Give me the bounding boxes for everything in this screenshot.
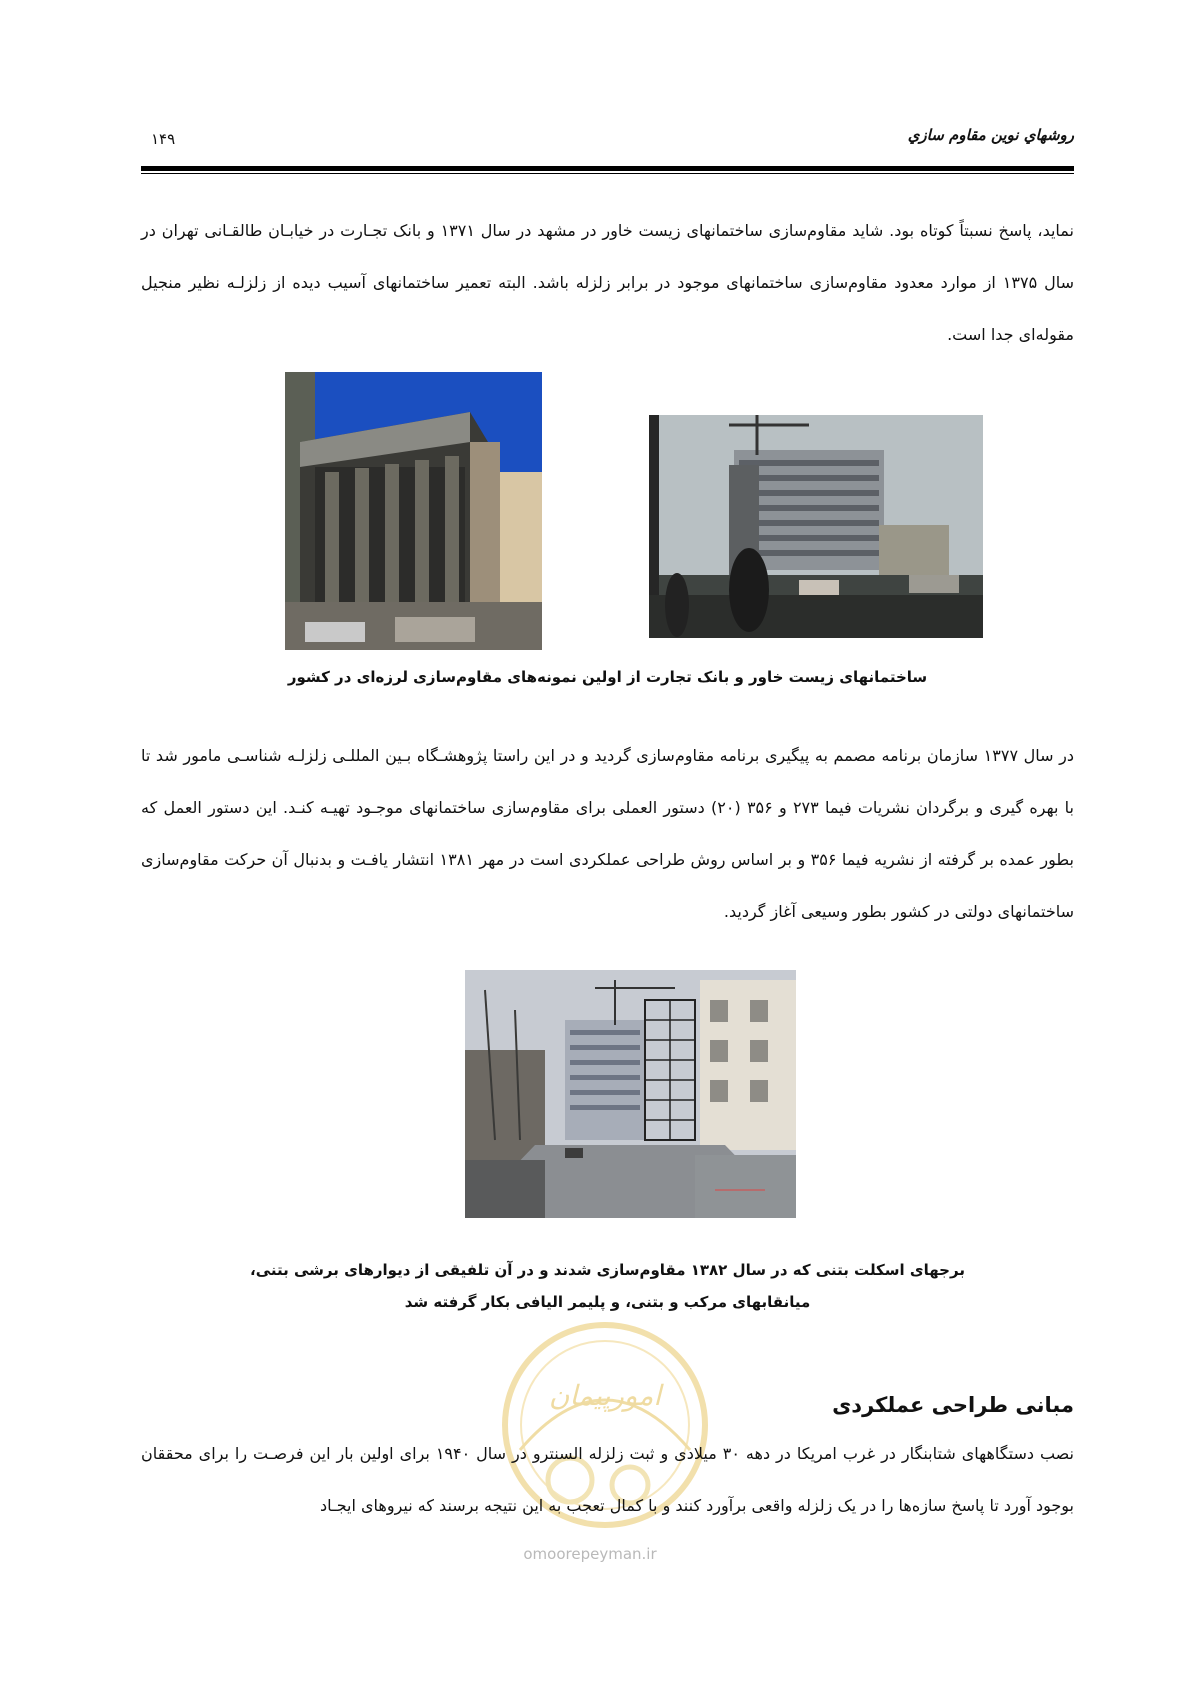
header-rule-thick [141,166,1074,171]
figure-2-caption-line-1: برجهای اسکلت بتنی که در سال ۱۳۸۲ مقاوم‌سازی شدند و در آن تلفیقی از دیوارهای برشی بتنی، [250,1261,965,1279]
header-rule-thin [141,173,1074,174]
paragraph-1: نماید، پاسخ نسبتاً کوتاه بود. شاید مقاوم‌سازی ساختمانهای زیست خاور در مشهد در سال ۱۳۷۱ و بانک تجـارت در خیابـان طالقـانی تهران در سال ۱۳۷۵ از موارد معدود مقاوم‌سازی ساختمانهای موجود در برابر زلزله باشد. البته تعمیر ساختمانهای آسیب دیده از زلزلـه نظیر منجیل مقوله‌ای جدا است. [141,221,1074,344]
photo-concrete-towers-retrofit [465,970,796,1218]
page-header [141,118,1074,168]
photo-zist-khavar-building [649,415,983,638]
page-number: ۱۴۹ [151,130,176,148]
photo-bank-tejarat-building [285,372,542,650]
figure-2-caption-line-2: میانقابهای مرکب و بتنی، و پلیمر الیافی بکار گرفته شد [404,1293,811,1311]
paragraph-3: نصب دستگاههای شتابنگار در غرب امریکا در دهه ۳۰ میلادی و ثبت زلزله السنترو در سال ۱۹۴۰ برای اولین بار این فرصـت را برای محققان بوجود آورد تا پاسخ سازه‌ها را در یک زلزله واقعی برآورد کنند و با کمال تعجب به این نتیجه برسند که نیروهای ایجـاد [141,1444,1075,1515]
svg-text:امورپیمان: امورپیمان [548,1379,662,1412]
paragraph-2: در سال ۱۳۷۷ سازمان برنامه مصمم به پیگیری برنامه مقاوم‌سازی گردید و در این راستا پژوهشـگاه بـین المللـی زلزلـه شناسـی مامور شد تا با بهره گیری و برگردان نشریات فیما ۲۷۳ و ۳۵۶ (۲۰) دستور العملی برای مقاوم‌سازی ساختمانهای موجـود تهیـه کنـد. این دستور العمل که بطور عمده بر گرفته از نشریه فیما ۳۵۶ و بر اساس روش طراحی عملکردی است در مهر ۱۳۸۱ انتشار یافـت و بدنبال آن حرکت مقاوم‌سازی ساختمانهای دولتی در کشور بطور وسیعی آغاز گردید. [141,746,1075,921]
book-title: روشهاي نوين مقاوم سازي [907,126,1074,144]
watermark-site: omoorepeyman.ir [523,1545,657,1563]
figure-1-caption: ساختمانهای زیست خاور و بانک تجارت از اولین نمونه‌های مقاوم‌سازی لرزه‌ای در کشور [287,668,928,686]
section-heading: مبانی طراحی عملکردی [832,1393,1074,1417]
